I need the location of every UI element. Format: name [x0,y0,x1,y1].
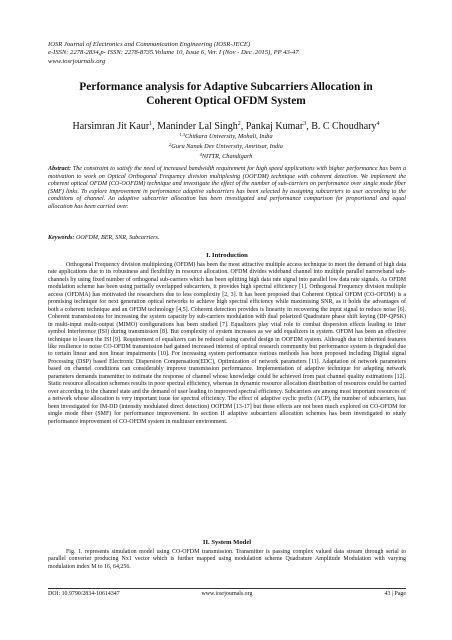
author-separator: , [306,121,312,132]
footer-website: www.iosrjournals.org [201,591,253,597]
section-heading-introduction: I. Introduction [206,252,248,259]
author-name: Pankaj Kumar [245,121,304,132]
author-name: Maninder Lal Singh [157,121,238,132]
keywords-text: OOFDM, BER, SNR, Subcarriers. [75,235,160,241]
author-separator: , [152,121,158,132]
keywords [48,235,406,243]
footer-doi: DOI: 10.9790/2834-10614347 [48,591,120,597]
affiliation-list [40,131,412,160]
keywords-label: Keywords: [48,235,75,241]
affiliation-text: Chitkara University, Mohali, India [185,133,273,140]
journal-name: IOSR Journal of Electronics and Communication Engineering (IOSR-JECE) [48,41,251,48]
author-affiliation-mark: 1 [149,121,153,127]
author-affiliation-mark: 3 [303,121,307,127]
affiliation-line [40,131,412,141]
affiliation-mark: 1,3 [179,132,185,137]
affiliation-text: Guru Nanak Dev University, Amritsar, India [171,142,283,150]
author-name: Harsimran Jit Kaur [72,121,150,132]
footer-page-number: 43 | Page [384,591,406,597]
affiliation-text: NITTR, Chandigarh [201,152,253,160]
affiliation-line [40,141,412,151]
author-name: B. C Choudhary [311,121,377,132]
paper-title [40,81,412,108]
section-heading-system-model: II. System Model [202,539,252,546]
author-affiliation-mark: 4 [376,121,380,127]
system-model-paragraph: Fig. 1. represents simulation model using CO-OFDM transmission. Transmitter is passing complex valued data stream through serial to parallel converter producing Nx1 vector which is further mapped using modulation scheme Quadrature Amplitude Modulation with varying modulation index M to 16, 64,256. [48,549,406,570]
paper-title-line-2: Coherent Optical OFDM System [146,94,306,107]
journal-issn-volume: e-ISSN: 2278-2834,p- ISSN: 2278-8735.Volume 10, Issue 6, Ver. I (Nov - Dec .2015), PP 43-47 [48,49,299,57]
affiliation-mark: 2 [169,141,172,147]
abstract-label: Abstract: [48,166,72,172]
affiliation-line [40,151,412,161]
author-separator: , [240,121,246,132]
abstract-text: The constraint to satisfy the need of increased bandwidth requirement for high speed applications with higher performance has been a motivation to work on Optical Orthogonal Frequency division multiplexing (OOFDM) technique with coherent detection. We implement the coherent optical OFDM (CO-OOFDM) technique and investigate the effect of the number of sub-carriers on performance over single mode fiber (SMF) links. To explore improvement in performance adaptive subcarriers has been selected by assigning subcarriers to user according to the conditions of channel. An adaptive subcarrier allocation has been investigated and performance comparison for proportional and equal allocation has been carried over. [48,166,406,210]
introduction-paragraph: Orthogonal Frequency division multiplexing (OFDM) has been the most attractive multiple access technique to meet the demand of high data rate applications due to its robustness and flexibility in resource allocation. OFDM divides wideband channel into multiple parallel narrowband sub-channels by using fixed number of orthogonal sub-carriers which has been splitting high data rate signal into parallel low data rate signals. As OFDM modulation scheme has been using partially overlapped subcarriers, it provides high spectral efficiency [1]. Orthogonal Frequency division multiple access (OFDMA) has motivated the researchers due to less complexity [2, 3]. It has been proposed that Coherent Optical OFDM (CO-OFDM) is a promising technique for next generation optical networks to achieve high spectral efficiency while maximising SNR, as it holds the advantages of both a coherent technique and an OFDM technology [4,5]. Coherent detection provides is linearity in recovering the input signal to reduce noise [6]. Coherent transmissions for increasing the system capacity by sub-carriers modulation with dual polarized Quadrature phase shift keying (DP-QPSK) in multi-input multi-output (MIMO) configurations has been studied [7]. Equalizers play vital role to combat dispersion effects leading to Inter symbol Interference (ISI) during transmission [8]. But complexity of system increases as we add equalizers in system. OFDM has been an effective technique to lessen the ISI [9]. Requirement of equalizers can be reduced using careful design in OOFDM system. Although due to inherited features like resilience to noise CO-OFDM transmission had gained increased interest of optical research community but performance system is degraded due to certain linear and non linear impairments [10]. For increasing system performance various methods has been proposed including Digital signal Processing (DSP) based Electronic Dispersion Compensation(EDC), Optimization of network parameters [11]. Adaptation of network parameters based on channel conditions can considerably improve transmission performance. Implementation of adaptive technique for adapting network parameters demands transmitter to estimate the response of channel whose knowledge could be achieved from past channel quality estimations [12]. Static resource allocation schemes results in poor spectral efficiency, whereas in dynamic resource allocation distribution of resources could be carried over according to the channel state and the demand of user leading to improved spectral efficiency. Subcarriers are among most important resources of a network whose allocation is very important issue for spectral efficiency. The effect of adaptive cyclic prefix (ACP), the number of subcarriers, has been investigated for IM-DD (intensity modulated direct detection) OOFDM [13-17] but these effects are not been much explored on CO-OFDM for single mode fiber (SMF) for performance improvement. In section II adaptive subcarriers allocation schemes has been investigated to study performance improvement of CO-OFDM system in multiuser environment. [48,262,406,425]
journal-website: www.iosrjournals.org [48,57,106,65]
author-affiliation-mark: 2 [237,121,241,127]
affiliation-mark: 4 [199,151,202,157]
journal-header [48,41,408,66]
footer-divider [48,588,406,589]
abstract [48,166,406,211]
paper-title-line-1: Performance analysis for Adaptive Subcarriers Allocation in [79,81,373,93]
